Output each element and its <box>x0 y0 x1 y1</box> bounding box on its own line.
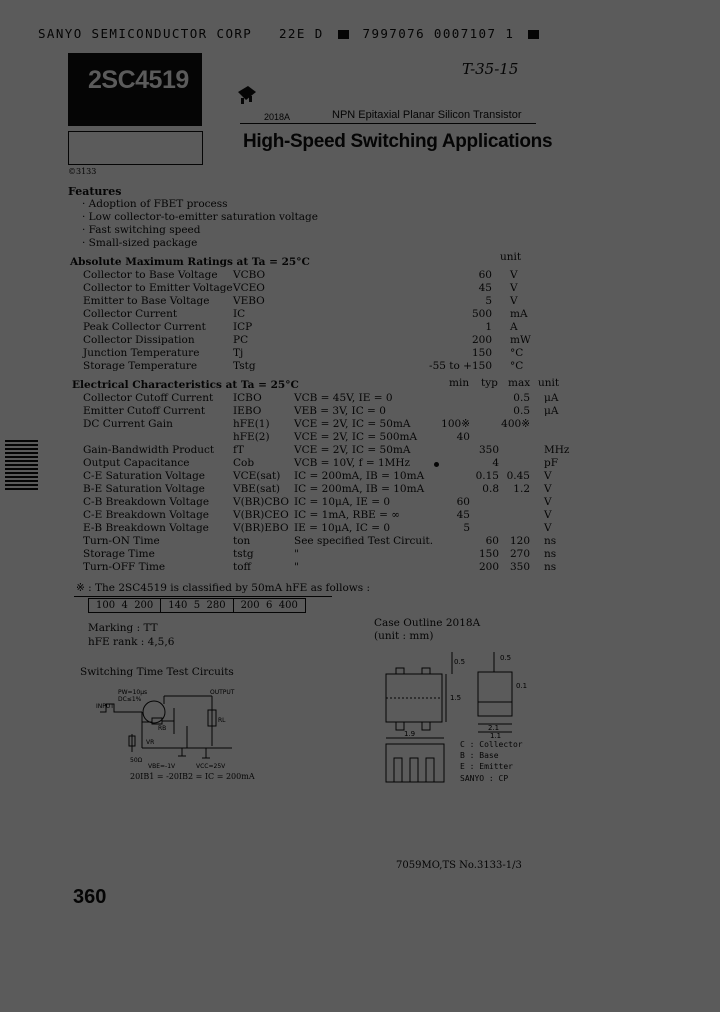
elec-unit: ns <box>544 561 557 573</box>
elec-condition: " <box>294 548 299 560</box>
abs-max-unit-header: unit <box>500 251 522 263</box>
sanyo-package: SANYO : CP <box>460 774 509 783</box>
elec-typ: 350 <box>478 444 499 456</box>
pin-emitter: E : Emitter <box>460 762 513 771</box>
transistor-type: NPN Epitaxial Planar Silicon Transistor <box>332 109 522 121</box>
case-dim-b: 1.5 <box>450 694 462 702</box>
handwritten-note: T-35-15 <box>462 60 519 78</box>
switching-formula: 20IB1 = -20IB2 = IC = 200mA <box>130 772 255 781</box>
elec-symbol: V(BR)EBO <box>233 522 289 534</box>
circuit-label-vbe: VBE=-1V <box>148 763 176 770</box>
elec-symbol: hFE(2) <box>233 431 270 443</box>
elec-label: C-E Breakdown Voltage <box>83 509 209 521</box>
elec-symbol: toff <box>233 561 252 573</box>
case-dim-g: 0.1 <box>516 682 528 690</box>
header-line <box>38 26 544 41</box>
elec-condition: See specified Test Circuit. <box>294 535 434 547</box>
class-cell-b: 140 5 280 <box>161 599 233 613</box>
circuit-label-rl: RL <box>218 717 226 724</box>
header-company: SANYO SEMICONDUCTOR CORP <box>38 26 253 41</box>
abs-max-unit: V <box>510 295 518 307</box>
elec-typ: 0.15 <box>475 470 499 482</box>
abs-max-symbol: Tj <box>233 347 244 359</box>
elec-condition: VCB = 10V, f = 1MHz <box>294 457 411 469</box>
elec-symbol: tstg <box>233 548 254 560</box>
elec-unit: ns <box>544 548 557 560</box>
abs-max-label: Junction Temperature <box>83 347 200 359</box>
abs-max-value: 60 <box>478 269 492 281</box>
abs-max-unit: V <box>510 269 518 281</box>
page-number: 360 <box>73 886 107 908</box>
abs-max-value: 150 <box>471 347 492 359</box>
elec-condition: IC = 10μA, IE = 0 <box>294 496 391 508</box>
elec-min: 5 <box>463 522 470 534</box>
elec-label: DC Current Gain <box>83 418 173 430</box>
abs-max-label: Peak Collector Current <box>83 321 206 333</box>
abs-max-symbol: VCEO <box>233 282 265 294</box>
elec-symbol: V(BR)CEO <box>233 509 289 521</box>
elec-typ: 200 <box>478 561 499 573</box>
case-outline-title: Case Outline 2018A <box>374 617 481 629</box>
elec-max: 0.5 <box>513 405 530 417</box>
hfe-rank: hFE rank : 4,5,6 <box>88 636 175 648</box>
abs-max-label: Collector to Emitter Voltage <box>83 282 233 294</box>
elec-title: Electrical Characteristics at Ta = 25°C <box>72 379 299 391</box>
abs-max-symbol: PC <box>233 334 249 346</box>
package-code: 2018A <box>264 112 291 122</box>
elec-symbol: VCE(sat) <box>233 470 281 482</box>
abs-max-unit: A <box>510 321 518 333</box>
abs-max-unit: °C <box>510 347 524 359</box>
circuit-label-vr: VR <box>146 739 155 746</box>
small-code: ©3133 <box>68 167 97 176</box>
elec-typ: 150 <box>478 548 499 560</box>
switching-title: Switching Time Test Circuits <box>80 666 234 678</box>
side-barcode <box>5 440 38 492</box>
abs-max-value: 500 <box>471 308 492 320</box>
elec-label: Turn-ON Time <box>83 535 160 547</box>
circuit-label-dc: DC≤1% <box>118 696 142 703</box>
circuit-label-rb: RB <box>158 725 167 732</box>
case-dim-a: 0.5 <box>454 658 466 666</box>
header-code1: 22E D <box>279 26 324 41</box>
case-dim-d: 0.5 <box>500 654 512 662</box>
elec-unit: V <box>544 483 552 495</box>
elec-symbol: ton <box>233 535 251 547</box>
abs-max-symbol: IC <box>233 308 246 320</box>
classification-table <box>88 598 306 613</box>
class-cell-c: 200 6 400 <box>233 599 305 613</box>
elec-label: Output Capacitance <box>83 457 190 469</box>
elec-max: 120 <box>509 535 530 547</box>
elec-unit: ns <box>544 535 557 547</box>
elec-unit: V <box>544 509 552 521</box>
dot-mark <box>434 462 439 467</box>
elec-label: C-B Breakdown Voltage <box>83 496 210 508</box>
elec-typ: 0.8 <box>482 483 499 495</box>
classification-note: ※ : The 2SC4519 is classified by 50mA hFE as follows : <box>76 582 371 594</box>
elec-condition: VCE = 2V, IC = 50mA <box>294 418 411 430</box>
part-number: 2SC4519 <box>88 66 189 94</box>
abs-max-symbol: VCBO <box>233 269 266 281</box>
abs-max-label: Storage Temperature <box>83 360 198 372</box>
transistor-package-icon <box>234 82 260 108</box>
elec-label: Turn-OFF Time <box>83 561 166 573</box>
elec-symbol: V(BR)CBO <box>233 496 289 508</box>
marking: Marking : TT <box>88 622 158 634</box>
elec-condition: IC = 200mA, IB = 10mA <box>294 470 425 482</box>
abs-max-symbol: VEBO <box>233 295 265 307</box>
abs-max-unit: °C <box>510 360 524 372</box>
elec-symbol: IEBO <box>233 405 262 417</box>
circuit-label-pw: PW=10μs <box>118 689 148 696</box>
elec-header-min: min <box>449 377 470 389</box>
abs-max-label: Collector to Base Voltage <box>83 269 218 281</box>
abs-max-label: Emitter to Base Voltage <box>83 295 210 307</box>
elec-unit: MHz <box>544 444 570 456</box>
abs-max-unit: V <box>510 282 518 294</box>
elec-condition: VCB = 45V, IE = 0 <box>294 392 393 404</box>
abs-max-value: -55 to +150 <box>429 360 492 372</box>
abs-max-value: 1 <box>485 321 492 333</box>
elec-condition: IE = 10μA, IC = 0 <box>294 522 391 534</box>
elec-min: 45 <box>456 509 470 521</box>
abs-max-value: 200 <box>471 334 492 346</box>
circuit-label-input: INPUT <box>96 703 114 710</box>
elec-header-unit: unit <box>538 377 560 389</box>
header-block-mark <box>338 30 349 39</box>
elec-max: 350 <box>509 561 530 573</box>
switching-circuit-diagram <box>92 686 252 782</box>
features-title: Features <box>68 185 122 198</box>
elec-header-max: max <box>508 377 531 389</box>
part-empty-box <box>68 131 203 165</box>
case-outline-unit: (unit : mm) <box>374 630 434 642</box>
elec-max: 0.5 <box>513 392 530 404</box>
elec-label: Storage Time <box>83 548 155 560</box>
elec-condition: VCE = 2V, IC = 500mA <box>294 431 418 443</box>
case-dim-e: 2.1 <box>488 724 500 732</box>
part-number-box <box>68 53 202 126</box>
elec-condition: VEB = 3V, IC = 0 <box>294 405 386 417</box>
header-code2: 7997076 0007107 1 <box>362 26 515 41</box>
elec-label: Gain-Bandwidth Product <box>83 444 215 456</box>
elec-condition: VCE = 2V, IC = 50mA <box>294 444 411 456</box>
application-title: High-Speed Switching Applications <box>243 131 553 152</box>
abs-max-symbol: ICP <box>233 321 253 333</box>
abs-max-unit: mA <box>510 308 528 320</box>
pin-base: B : Base <box>460 751 499 760</box>
elec-max: 400※ <box>501 418 530 430</box>
elec-typ: 4 <box>492 457 499 469</box>
elec-max: 1.2 <box>513 483 530 495</box>
elec-min: 100※ <box>441 418 470 430</box>
classification-rule <box>74 596 332 597</box>
elec-label: C-E Saturation Voltage <box>83 470 206 482</box>
abs-max-unit: mW <box>510 334 531 346</box>
feature-item: · Low collector-to-emitter saturation voltage <box>82 211 318 223</box>
elec-typ: 60 <box>485 535 499 547</box>
document-reference: 7059MO,TS No.3133-1/3 <box>396 860 522 871</box>
elec-label: Collector Cutoff Current <box>83 392 214 404</box>
elec-header-typ: typ <box>481 377 498 389</box>
elec-max: 270 <box>509 548 530 560</box>
elec-condition: " <box>294 561 299 573</box>
feature-item: · Fast switching speed <box>82 224 201 236</box>
elec-symbol: hFE(1) <box>233 418 270 430</box>
elec-label: E-B Breakdown Voltage <box>83 522 209 534</box>
elec-unit: V <box>544 522 552 534</box>
elec-condition: IC = 200mA, IB = 10mA <box>294 483 425 495</box>
abs-max-label: Collector Current <box>83 308 178 320</box>
circuit-label-50: 50Ω <box>130 757 143 764</box>
header-block-mark-2 <box>528 30 539 39</box>
feature-item: · Small-sized package <box>82 237 198 249</box>
feature-item: · Adoption of FBET process <box>82 198 228 210</box>
elec-symbol: Cob <box>233 457 255 469</box>
elec-min: 60 <box>456 496 470 508</box>
elec-unit: μA <box>544 405 559 417</box>
elec-max: 0.45 <box>506 470 530 482</box>
title-rule <box>240 123 536 124</box>
elec-min: 40 <box>456 431 470 443</box>
circuit-label-vcc: VCC=25V <box>196 763 226 770</box>
abs-max-title: Absolute Maximum Ratings at Ta = 25°C <box>70 256 310 268</box>
case-dim-f: 1.1 <box>490 732 502 740</box>
circuit-label-output: OUTPUT <box>210 689 235 696</box>
class-cell-a: 100 4 200 <box>89 599 161 613</box>
abs-max-value: 45 <box>478 282 492 294</box>
elec-label: Emitter Cutoff Current <box>83 405 206 417</box>
abs-max-value: 5 <box>485 295 492 307</box>
elec-symbol: VBE(sat) <box>233 483 281 495</box>
case-dim-c: 1.9 <box>404 730 416 738</box>
elec-unit: μA <box>544 392 559 404</box>
elec-unit: V <box>544 496 552 508</box>
elec-symbol: fT <box>233 444 244 456</box>
elec-symbol: ICBO <box>233 392 262 404</box>
pin-collector: C : Collector <box>460 740 523 749</box>
elec-label: B-E Saturation Voltage <box>83 483 205 495</box>
elec-unit: V <box>544 470 552 482</box>
elec-unit: pF <box>544 457 559 469</box>
elec-condition: IC = 1mA, RBE = ∞ <box>294 509 401 521</box>
abs-max-symbol: Tstg <box>233 360 256 372</box>
abs-max-label: Collector Dissipation <box>83 334 195 346</box>
case-outline-drawing <box>382 644 552 794</box>
